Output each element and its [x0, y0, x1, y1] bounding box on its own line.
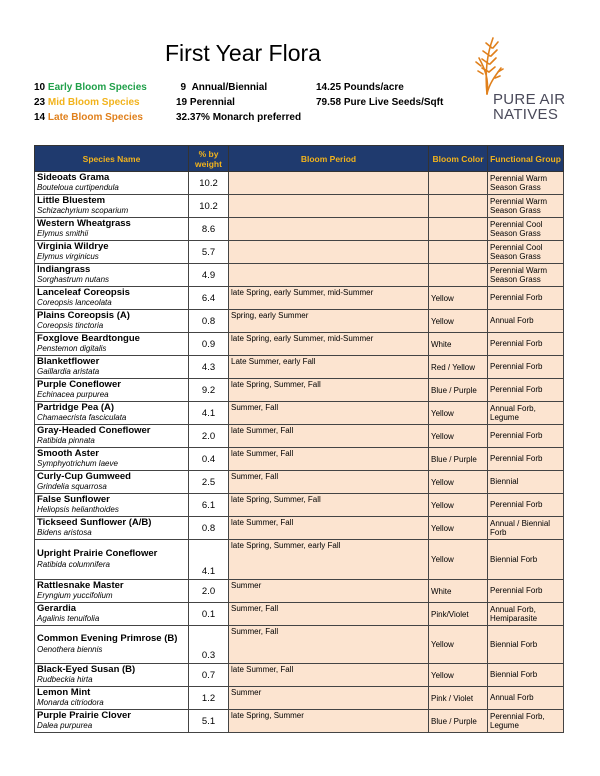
scientific-name: Coreopsis lanceolata: [37, 298, 112, 307]
weight-cell: 4.1: [189, 540, 229, 580]
seeding-summary: [316, 80, 443, 110]
scientific-name: Symphyotrichum laeve: [37, 459, 118, 468]
bloom-color-cell: White: [429, 580, 488, 603]
common-name: Plains Coreopsis (A): [37, 309, 130, 321]
logo-wordmark: [493, 92, 565, 122]
functional-group-cell: Perennial Forb: [488, 333, 564, 356]
early-label: Early Bloom Species: [47, 82, 147, 93]
pounds-line: [316, 80, 443, 95]
table-row: [35, 218, 564, 241]
species-cell: [35, 494, 189, 517]
bloom-color-cell: Yellow: [429, 540, 488, 580]
late-label: Late Bloom Species: [47, 112, 143, 123]
functional-group-cell: Perennial Cool Season Grass: [488, 241, 564, 264]
scientific-name: Ratibida pinnata: [37, 436, 95, 445]
scientific-name: Rudbeckia hirta: [37, 675, 93, 684]
perennial-label: Perennial: [189, 97, 235, 108]
bloom-period-cell: Summer, Fall: [229, 402, 429, 425]
header-functional-group: Functional Group: [488, 146, 564, 172]
weight-cell: 6.1: [189, 494, 229, 517]
bloom-color-cell: Yellow: [429, 517, 488, 540]
bloom-period-cell: [229, 195, 429, 218]
table-row: [35, 425, 564, 448]
pls-label: Pure Live Seeds/Sqft: [343, 97, 444, 108]
species-cell: [35, 172, 189, 195]
common-name: Western Wheatgrass: [37, 217, 131, 229]
scientific-name: Elymus smithii: [37, 229, 89, 238]
table-row: [35, 379, 564, 402]
functional-group-cell: Perennial Forb: [488, 379, 564, 402]
weight-cell: 5.1: [189, 710, 229, 733]
perennial-count: 19: [176, 97, 188, 108]
species-cell: [35, 710, 189, 733]
bloom-color-cell: Red / Yellow: [429, 356, 488, 379]
table-row: [35, 402, 564, 425]
bloom-period-cell: late Spring, Summer, early Fall: [229, 540, 429, 580]
functional-group-cell: Perennial Forb: [488, 356, 564, 379]
bloom-color-cell: Yellow: [429, 425, 488, 448]
table-row: [35, 333, 564, 356]
common-name: Curly-Cup Gumweed: [37, 470, 131, 482]
pls-value: 79.58: [316, 97, 342, 108]
functional-group-cell: Biennial: [488, 471, 564, 494]
common-name: Indiangrass: [37, 263, 91, 275]
common-name: Sideoats Grama: [37, 171, 110, 183]
header-weight: % by weight: [189, 146, 229, 172]
functional-group-cell: Perennial Cool Season Grass: [488, 218, 564, 241]
common-name: Rattlesnake Master: [37, 579, 124, 591]
scientific-name: Eryngium yuccifolium: [37, 591, 113, 600]
functional-group-cell: Perennial Warm Season Grass: [488, 195, 564, 218]
monarch-line: [176, 110, 301, 125]
species-cell: [35, 379, 189, 402]
scientific-name: Dalea purpurea: [37, 721, 93, 730]
bloom-period-cell: late Spring, early Summer, mid-Summer: [229, 287, 429, 310]
late-count: 14: [34, 112, 46, 123]
functional-group-cell: Perennial Forb: [488, 448, 564, 471]
functional-group-cell: Perennial Forb: [488, 494, 564, 517]
common-name: False Sunflower: [37, 493, 110, 505]
table-row: [35, 241, 564, 264]
weight-cell: 5.7: [189, 241, 229, 264]
common-name: Lanceleaf Coreopsis: [37, 286, 130, 298]
species-cell: [35, 580, 189, 603]
common-name: Upright Prairie Coneflower: [37, 548, 158, 559]
pounds-value: 14.25: [316, 82, 342, 93]
header-bloom-period: Bloom Period: [229, 146, 429, 172]
species-cell: [35, 471, 189, 494]
bloom-summary: [34, 80, 147, 125]
weight-cell: 0.3: [189, 626, 229, 664]
bloom-color-cell: Blue / Purple: [429, 379, 488, 402]
bloom-period-cell: late Spring, Summer: [229, 710, 429, 733]
scientific-name: Sorghastrum nutans: [37, 275, 110, 284]
weight-cell: 0.1: [189, 603, 229, 626]
bloom-period-cell: [229, 241, 429, 264]
weight-cell: 0.9: [189, 333, 229, 356]
functional-group-cell: Perennial Forb, Legume: [488, 710, 564, 733]
bloom-period-cell: Summer: [229, 580, 429, 603]
scientific-name: Oenothera biennis: [37, 644, 103, 654]
weight-cell: 2.0: [189, 580, 229, 603]
scientific-name: Grindelia squarrosa: [37, 482, 107, 491]
weight-cell: 4.9: [189, 264, 229, 287]
bloom-period-cell: late Spring, early Summer, mid-Summer: [229, 333, 429, 356]
scientific-name: Bouteloua curtipendula: [37, 183, 119, 192]
species-cell: [35, 310, 189, 333]
early-bloom-line: [34, 80, 147, 95]
common-name: Gerardia: [37, 602, 77, 614]
common-name: Common Evening Primrose (B): [37, 633, 178, 644]
common-name: Virginia Wildrye: [37, 240, 109, 252]
mid-count: 23: [34, 97, 46, 108]
scientific-name: Ratibida columnifera: [37, 559, 110, 569]
lifecycle-summary: [176, 80, 301, 125]
bloom-period-cell: Summer: [229, 687, 429, 710]
scientific-name: Monarda citriodora: [37, 698, 104, 707]
bloom-period-cell: late Spring, Summer, Fall: [229, 494, 429, 517]
species-cell: [35, 333, 189, 356]
species-cell: [35, 264, 189, 287]
weight-cell: 4.1: [189, 402, 229, 425]
pls-line: [316, 95, 443, 110]
table-row: [35, 264, 564, 287]
bloom-period-cell: [229, 218, 429, 241]
weight-cell: 10.2: [189, 172, 229, 195]
species-cell: [35, 448, 189, 471]
mid-bloom-line: [34, 95, 147, 110]
table-row: [35, 603, 564, 626]
bloom-period-cell: late Summer, Fall: [229, 664, 429, 687]
functional-group-cell: Annual Forb, Legume: [488, 402, 564, 425]
common-name: Purple Prairie Clover: [37, 709, 131, 721]
table-row: [35, 664, 564, 687]
table-row: [35, 580, 564, 603]
bloom-color-cell: Blue / Purple: [429, 710, 488, 733]
species-cell: [35, 517, 189, 540]
weight-cell: 0.8: [189, 517, 229, 540]
weight-cell: 0.7: [189, 664, 229, 687]
scientific-name: Schizachyrium scoparium: [37, 206, 129, 215]
species-cell: [35, 356, 189, 379]
bloom-period-cell: Spring, early Summer: [229, 310, 429, 333]
species-cell: [35, 687, 189, 710]
species-cell: [35, 664, 189, 687]
table-row: [35, 710, 564, 733]
scientific-name: Echinacea purpurea: [37, 390, 109, 399]
bloom-color-cell: [429, 172, 488, 195]
bloom-color-cell: Yellow: [429, 402, 488, 425]
annual-line: [176, 80, 301, 95]
common-name: Little Bluestem: [37, 194, 106, 206]
scientific-name: Gaillardia aristata: [37, 367, 100, 376]
weight-cell: 6.4: [189, 287, 229, 310]
species-cell: [35, 195, 189, 218]
functional-group-cell: Annual / Biennial Forb: [488, 517, 564, 540]
header-species: Species Name: [35, 146, 189, 172]
header-bloom-color: Bloom Color: [429, 146, 488, 172]
table-row: [35, 687, 564, 710]
perennial-line: [176, 95, 301, 110]
bloom-color-cell: Pink/Violet: [429, 603, 488, 626]
scientific-name: Chamaecrista fasciculata: [37, 413, 127, 422]
bloom-period-cell: Summer, Fall: [229, 603, 429, 626]
functional-group-cell: Annual Forb: [488, 310, 564, 333]
common-name: Purple Coneflower: [37, 378, 121, 390]
table-row: [35, 172, 564, 195]
bloom-period-cell: Summer, Fall: [229, 471, 429, 494]
bloom-color-cell: Yellow: [429, 626, 488, 664]
bloom-period-cell: late Summer, Fall: [229, 448, 429, 471]
logo-line1: PURE AIR: [493, 91, 566, 108]
table-row: [35, 195, 564, 218]
bloom-color-cell: White: [429, 333, 488, 356]
bloom-color-cell: [429, 241, 488, 264]
common-name: Gray-Headed Coneflower: [37, 424, 151, 436]
table-row: [35, 287, 564, 310]
monarch-pct: 32.37%: [176, 112, 210, 123]
species-cell: [35, 626, 189, 664]
table-row: [35, 626, 564, 664]
bloom-period-cell: Summer, Fall: [229, 626, 429, 664]
common-name: Black-Eyed Susan (B): [37, 663, 136, 675]
weight-cell: 10.2: [189, 195, 229, 218]
table-row: [35, 540, 564, 580]
table-row: [35, 310, 564, 333]
scientific-name: Elymus virginicus: [37, 252, 99, 261]
bloom-period-cell: late Spring, Summer, Fall: [229, 379, 429, 402]
table-row: [35, 471, 564, 494]
common-name: Partridge Pea (A): [37, 401, 115, 413]
functional-group-cell: Perennial Forb: [488, 287, 564, 310]
functional-group-cell: Perennial Warm Season Grass: [488, 172, 564, 195]
common-name: Foxglove Beardtongue: [37, 332, 140, 344]
functional-group-cell: Biennial Forb: [488, 540, 564, 580]
common-name: Tickseed Sunflower (A/B): [37, 516, 152, 528]
early-count: 10: [34, 82, 46, 93]
table-row: [35, 448, 564, 471]
scientific-name: Coreopsis tinctoria: [37, 321, 104, 330]
annual-count: 9: [180, 82, 186, 93]
weight-cell: 0.8: [189, 310, 229, 333]
species-cell: [35, 425, 189, 448]
late-bloom-line: [34, 110, 147, 125]
common-name: Lemon Mint: [37, 686, 91, 698]
bloom-color-cell: Blue / Purple: [429, 448, 488, 471]
species-cell: [35, 241, 189, 264]
page-title: First Year Flora: [165, 40, 321, 66]
weight-cell: 8.6: [189, 218, 229, 241]
functional-group-cell: Biennial Forb: [488, 626, 564, 664]
functional-group-cell: Annual Forb, Hemiparasite: [488, 603, 564, 626]
weight-cell: 9.2: [189, 379, 229, 402]
species-cell: [35, 287, 189, 310]
bloom-period-cell: [229, 172, 429, 195]
bloom-color-cell: Yellow: [429, 471, 488, 494]
table-header-row: [35, 146, 564, 172]
functional-group-cell: Perennial Forb: [488, 580, 564, 603]
weight-cell: 0.4: [189, 448, 229, 471]
table-row: [35, 517, 564, 540]
annual-label: Annual/Biennial: [191, 82, 268, 93]
common-name: Smooth Aster: [37, 447, 99, 459]
bloom-color-cell: Yellow: [429, 664, 488, 687]
bloom-color-cell: Yellow: [429, 310, 488, 333]
functional-group-cell: Perennial Warm Season Grass: [488, 264, 564, 287]
bloom-color-cell: [429, 264, 488, 287]
scientific-name: Bidens aristosa: [37, 528, 92, 537]
bloom-period-cell: [229, 264, 429, 287]
species-cell: [35, 540, 189, 580]
species-table: [34, 145, 564, 733]
bloom-color-cell: [429, 195, 488, 218]
functional-group-cell: Annual Forb: [488, 687, 564, 710]
bloom-color-cell: Pink / Violet: [429, 687, 488, 710]
functional-group-cell: Perennial Forb: [488, 425, 564, 448]
table-row: [35, 356, 564, 379]
scientific-name: Agalinis tenuifolia: [37, 614, 100, 623]
common-name: Blanketflower: [37, 355, 100, 367]
weight-cell: 2.5: [189, 471, 229, 494]
scientific-name: Heliopsis helianthoides: [37, 505, 119, 514]
functional-group-cell: Biennial Forb: [488, 664, 564, 687]
weight-cell: 4.3: [189, 356, 229, 379]
species-cell: [35, 603, 189, 626]
mid-label: Mid Bloom Species: [47, 97, 140, 108]
weight-cell: 1.2: [189, 687, 229, 710]
bloom-period-cell: late Summer, Fall: [229, 425, 429, 448]
logo-line2: NATIVES: [493, 106, 559, 123]
scientific-name: Penstemon digitalis: [37, 344, 107, 353]
species-cell: [35, 402, 189, 425]
bloom-period-cell: Late Summer, early Fall: [229, 356, 429, 379]
pounds-label: Pounds/acre: [343, 82, 404, 93]
weight-cell: 2.0: [189, 425, 229, 448]
bloom-color-cell: Yellow: [429, 287, 488, 310]
bloom-color-cell: [429, 218, 488, 241]
bloom-period-cell: late Summer, Fall: [229, 517, 429, 540]
table-row: [35, 494, 564, 517]
species-cell: [35, 218, 189, 241]
bloom-color-cell: Yellow: [429, 494, 488, 517]
monarch-label: Monarch preferred: [212, 112, 302, 123]
